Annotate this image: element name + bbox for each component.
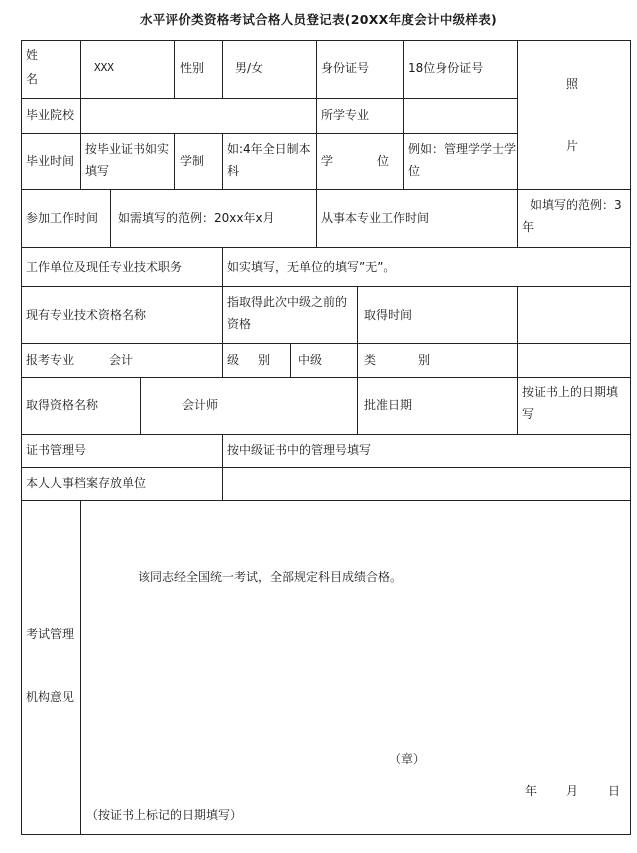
work-years-value: 如填写的范例：3年 [522, 198, 622, 234]
col-line [517, 40, 518, 190]
acquired-qualification-value: 会计师 [182, 398, 219, 412]
col-line [517, 286, 518, 343]
table-border-right [630, 40, 631, 835]
qualification-note: 指取得此次中级之前的资格 [227, 295, 348, 331]
col-line [222, 133, 223, 190]
degree-value: 例如：管理学学士学位 [408, 142, 517, 178]
form-title: 水平评价类资格考试合格人员登记表(20XX年度会计中级样表) [139, 12, 498, 27]
col-line [222, 40, 223, 99]
opinion-label-1: 考试管理 [26, 627, 75, 641]
id-number-value: 18位身份证号 [408, 61, 484, 75]
row-line [21, 500, 631, 501]
acquired-qualification-label: 取得资格名称 [26, 398, 99, 412]
level-label-2: 别 [258, 353, 271, 367]
col-line [174, 133, 175, 190]
seal-mark: （章） [389, 752, 426, 766]
row-line [21, 343, 631, 344]
col-line [403, 40, 404, 190]
col-line [222, 343, 223, 377]
school-label: 毕业院校 [26, 108, 75, 122]
row-line [21, 98, 517, 99]
name-label-1: 姓 [26, 48, 39, 62]
col-line [357, 286, 358, 343]
col-line [80, 40, 81, 190]
table-border-top [21, 40, 631, 41]
col-line [222, 434, 223, 500]
degree-label-2: 位 [377, 154, 390, 168]
col-line [222, 286, 223, 343]
table-border-left [21, 40, 22, 835]
name-value: XXX [94, 61, 114, 74]
exam-major-label: 报考专业 [26, 353, 75, 367]
name-label-2: 名 [26, 72, 39, 86]
col-line [110, 189, 111, 247]
row-line [21, 467, 631, 468]
gender-value: 男/女 [235, 61, 264, 75]
grad-time-value: 按毕业证书如实填写 [85, 142, 170, 178]
col-line [357, 343, 358, 377]
col-line [290, 343, 291, 377]
col-line [174, 40, 175, 99]
category-label-1: 类 [364, 353, 377, 367]
col-line [222, 247, 223, 286]
col-line [316, 40, 317, 190]
work-years-label: 从事本专业工作时间 [321, 211, 430, 225]
row-line [21, 286, 631, 287]
col-line [140, 377, 141, 434]
exam-major-value: 会计 [109, 353, 134, 367]
cert-number-value: 按中级证书中的管理号填写 [227, 443, 372, 457]
work-start-label: 参加工作时间 [26, 211, 99, 225]
col-line [316, 189, 317, 247]
date-month: 月 [566, 784, 579, 798]
edu-system-value: 如:4年全日制本科 [227, 142, 311, 178]
table-border-bottom [21, 834, 631, 835]
col-line [357, 377, 358, 434]
row-line [21, 434, 631, 435]
employer-label: 工作单位及现任专业技术职务 [26, 260, 183, 274]
qualification-label: 现有专业技术资格名称 [26, 308, 147, 322]
approve-date-value: 按证书上的日期填写 [522, 385, 619, 421]
row-line [21, 189, 631, 190]
id-number-label: 身份证号 [321, 61, 370, 75]
col-line [517, 343, 518, 377]
level-label-1: 级 [227, 353, 240, 367]
major-label: 所学专业 [321, 108, 370, 122]
work-start-value: 如需填写的范例：20xx年x月 [118, 211, 275, 225]
employer-value: 如实填写，无单位的填写”无”。 [227, 260, 396, 274]
col-line [80, 500, 81, 834]
edu-system-label: 学制 [180, 154, 205, 168]
archive-unit-label: 本人人事档案存放单位 [26, 476, 147, 490]
row-line [21, 377, 631, 378]
approve-date-label: 批准日期 [364, 398, 413, 412]
grad-time-label: 毕业时间 [26, 154, 75, 168]
row-line [21, 247, 631, 248]
gender-label: 性别 [180, 61, 205, 75]
degree-label-1: 学 [321, 154, 334, 168]
row-line [21, 133, 517, 134]
date-day: 日 [608, 784, 621, 798]
exam-statement: 该同志经全国统一考试，全部规定科目成绩合格。 [138, 570, 403, 584]
photo-label-2: 片 [566, 139, 579, 153]
col-line [517, 189, 518, 247]
level-value: 中级 [298, 353, 323, 367]
obtain-time-label: 取得时间 [364, 308, 413, 322]
cert-number-label: 证书管理号 [26, 443, 87, 457]
date-year: 年 [525, 784, 538, 798]
col-line [517, 377, 518, 434]
date-note: （按证书上标记的日期填写） [86, 808, 243, 822]
photo-label-1: 照 [566, 77, 579, 91]
opinion-label-2: 机构意见 [26, 690, 75, 704]
category-label-2: 别 [418, 353, 431, 367]
